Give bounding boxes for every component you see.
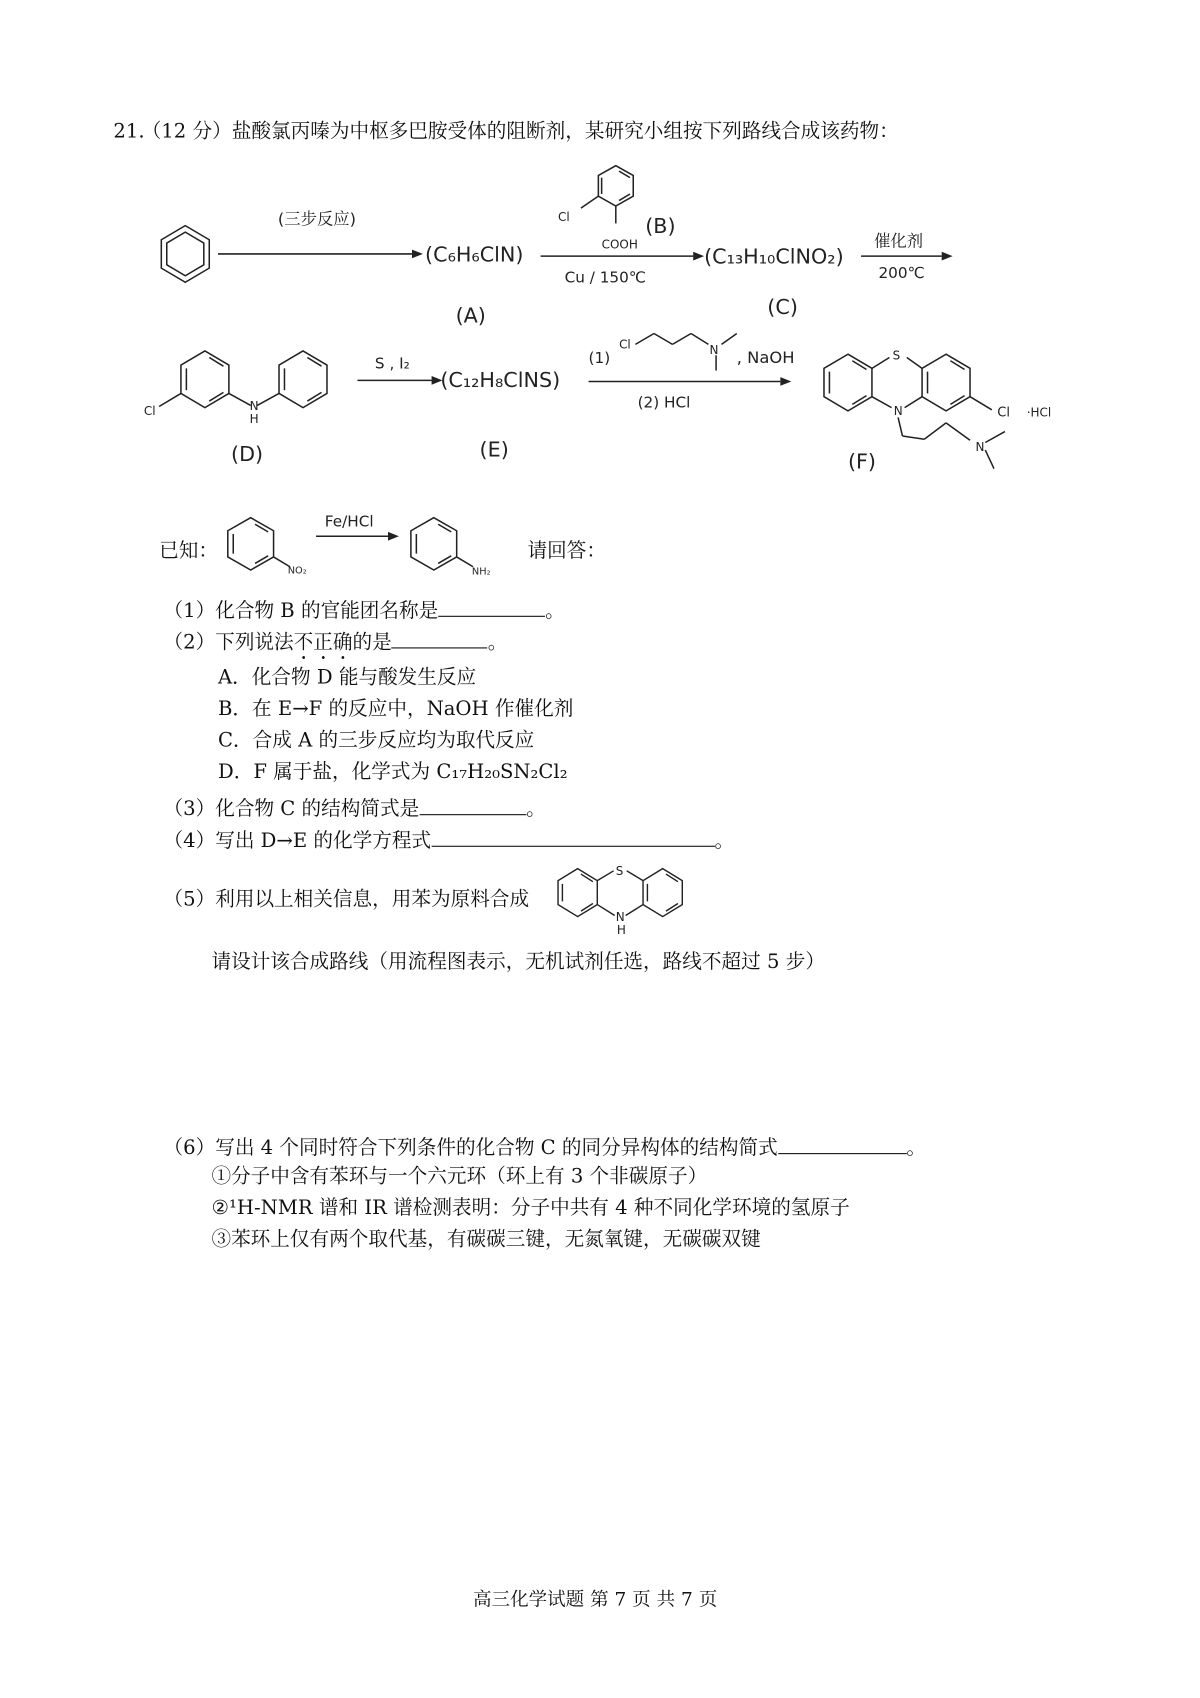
phenothiazine-h: H [616,923,626,938]
question-stem: （12 分）盐酸氯丙嗪为中枢多巴胺受体的阻断剂，某研究小组按下列路线合成该药物： [141,119,899,143]
step5-two: (2) HCl [637,393,691,412]
compound-f-n2: N [975,440,985,455]
answer-blank-3[interactable] [419,797,526,816]
answer-blank-6[interactable] [778,1136,907,1155]
compound-a-label: (A) [455,303,486,328]
question-number: 21. [113,119,145,143]
step3-temperature: 200℃ [878,263,925,282]
aniline-structure [411,518,473,570]
question-6-end: 。 [906,1136,926,1160]
known-nh2: NH₂ [471,566,491,578]
question-2-text-a: （2）下列说法 [163,631,294,654]
synthesis-scheme [0,0,1200,610]
option-b: B．在 E→F 的反应中，NaOH 作催化剂 [217,697,574,721]
question-5-line2: 请设计该合成路线（用流程图表示，无机试剂任选，路线不超过 5 步） [211,950,825,974]
compound-b-cooh: COOH [601,237,638,252]
compound-a-formula: (C₆H₆ClN) [425,242,524,267]
step2-condition: Cu / 150℃ [564,268,646,287]
question-2 [163,630,507,665]
step5-reagent-cl: Cl [619,337,631,352]
question-2-emphasis: 不正确 [293,631,353,654]
step5-naoh: , NaOH [736,347,795,367]
question-3-text: （3）化合物 C 的结构简式是 [163,797,420,821]
question-6 [163,1136,925,1159]
known-prefix: 已知： [159,539,218,563]
step4-condition: S , I₂ [374,354,410,373]
compound-f-label: (F) [847,449,877,474]
answer-blank-2[interactable] [392,630,488,649]
compound-f-cl: Cl [997,405,1011,421]
step1-label: (三步反应) [277,209,356,229]
question-1-text: （1）化合物 B 的官能团名称是 [163,599,439,623]
compound-d-n: N [249,398,259,413]
compound-d-label: (D) [231,442,264,467]
compound-f-n: N [893,404,903,419]
step5-reagent-n: N [709,343,719,358]
reagent-side-chain-structure [635,333,736,370]
option-c: C．合成 A 的三步反应均为取代反应 [217,729,535,753]
answer-blank-1[interactable] [438,598,545,617]
question-3-end: 。 [526,797,546,821]
condition-3: ③苯环上仅有两个取代基，有碳碳三键，无氮氧键，无碳碳双键 [211,1228,761,1252]
question-3 [163,797,545,820]
benzene-structure [161,226,209,283]
condition-1: ①分子中含有苯环与一个六元环（环上有 3 个非碳原子） [211,1165,708,1188]
compound-d-h: H [249,411,259,426]
compound-b-cl: Cl [558,210,570,225]
compound-d-cl: Cl [143,404,156,419]
compound-b-label: (B) [645,214,676,239]
compound-c-formula: (C₁₃H₁₀ClNO₂) [704,244,844,269]
phenothiazine-s: S [615,864,624,879]
question-2-text-c: 的是 [352,631,392,654]
question-5: （5）利用以上相关信息，用苯为原料合成 [163,888,530,912]
question-4 [163,828,734,851]
question-1 [163,598,564,621]
compound-c-label: (C) [767,294,798,319]
question-4-text: （4）写出 D→E 的化学方程式 [163,829,432,853]
known-no2: NO₂ [287,565,307,577]
step3-catalyst: 催化剂 [874,231,924,251]
option-d: D．F 属于盐，化学式为 C₁₇H₂₀SN₂Cl₂ [217,760,568,784]
compound-b-structure [581,166,633,224]
phenothiazine-n: N [615,909,625,924]
option-a: A．化合物 D 能与酸发生反应 [217,665,477,689]
answer-blank-4[interactable] [431,828,714,847]
question-6-text: （6）写出 4 个同时符合下列条件的化合物 C 的同分异构体的结构简式 [163,1136,778,1160]
step5-one: (1) [588,348,611,367]
question-2-end: 。 [487,631,508,654]
compound-f-s: S [892,348,901,363]
compound-e-formula: (C₁₂H₈ClNS) [440,367,561,392]
condition-2: ②¹H-NMR 谱和 IR 谱检测表明：分子中共有 4 种不同化学环境的氢原子 [211,1196,850,1220]
nitrobenzene-structure [228,518,290,570]
known-suffix: 请回答： [527,539,606,563]
known-reagent: Fe/HCl [324,512,374,531]
question-1-end: 。 [545,599,565,623]
page-footer: 高三化学试题 第 7 页 共 7 页 [473,1589,718,1611]
question-4-end: 。 [714,829,735,853]
compound-e-label: (E) [479,437,509,462]
compound-f-hcl: ·HCl [1026,405,1052,420]
compound-d-structure [159,351,327,408]
